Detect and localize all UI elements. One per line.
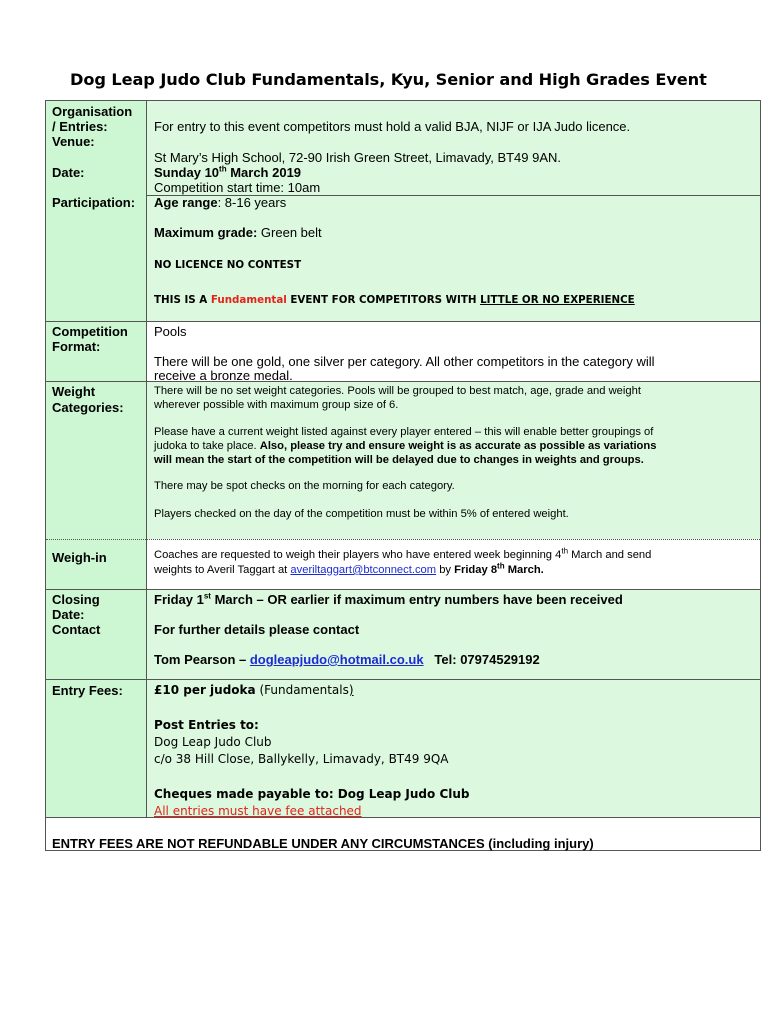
date-start-time: Competition start time: 10am	[154, 180, 321, 195]
weighin-line1: Coaches are requested to weigh their players who have entered week beginning 4th March and send	[154, 546, 652, 561]
label-column-middle	[46, 321, 147, 589]
label-organisation-line1: Organisation	[52, 104, 133, 119]
fee-attached-notice: All entries must have fee attached	[154, 804, 362, 818]
label-venue: Venue:	[52, 134, 95, 149]
weight-p2-line2: judoka to take place. Also, please try and ensure weight is as accurate as possible as variations	[154, 440, 657, 452]
post-entries-title: Post Entries to:	[154, 718, 259, 732]
row-divider	[46, 679, 760, 680]
date-day: Sunday 10th March 2019	[154, 164, 302, 180]
label-format-line1: Competition	[52, 324, 128, 339]
label-weight-line1: Weight	[52, 384, 96, 399]
format-medals-line2: receive a bronze medal.	[154, 368, 293, 383]
page-title: Dog Leap Judo Club Fundamentals, Kyu, Senior and High Grades Event	[70, 70, 707, 89]
address-line1: Dog Leap Judo Club	[154, 735, 272, 749]
fundamental-notice: THIS IS A Fundamental EVENT FOR COMPETITORS WITH LITTLE OR NO EXPERIENCE	[154, 294, 635, 306]
weight-p2-line1: Please have a current weight listed against every player entered – this will enable better groupings of	[154, 426, 654, 438]
max-grade: Maximum grade: Green belt	[154, 225, 322, 240]
row-divider-dotted	[46, 539, 760, 540]
fee-amount: £10 per judoka (Fundamentals)	[154, 683, 354, 697]
row-divider	[46, 589, 760, 590]
label-contact: Contact	[52, 622, 101, 637]
no-licence-notice: NO LICENCE NO CONTEST	[154, 259, 302, 271]
contact-details: Tom Pearson – dogleapjudo@hotmail.co.uk Tel: 07974529192	[154, 652, 540, 667]
venue-text: St Mary’s High School, 72-90 Irish Green Street, Limavady, BT49 9AN.	[154, 150, 562, 165]
label-participation: Participation:	[52, 195, 136, 210]
label-weight-line2: Categories:	[52, 400, 124, 415]
label-date: Date:	[52, 165, 85, 180]
format-pools: Pools	[154, 324, 187, 339]
label-organisation-line2: / Entries:	[52, 119, 108, 134]
label-closing-line2: Date:	[52, 607, 85, 622]
format-medals-line1: There will be one gold, one silver per category. All other competitors in the category will	[154, 354, 655, 369]
event-details-table	[45, 100, 761, 851]
refund-notice: ENTRY FEES ARE NOT REFUNDABLE UNDER ANY CIRCUMSTANCES (including injury)	[52, 836, 594, 851]
label-closing-line1: Closing	[52, 592, 100, 607]
weighin-email-link[interactable]: averiltaggart@btconnect.com	[290, 564, 437, 576]
row-divider	[46, 321, 760, 322]
content-upper-bg	[147, 101, 760, 321]
label-format-line2: Format:	[52, 339, 101, 354]
contact-email-link[interactable]: dogleapjudo@hotmail.co.uk	[249, 652, 424, 667]
weight-p3: There may be spot checks on the morning for each category.	[154, 480, 455, 492]
weight-p2-line3: will mean the start of the competition will be delayed due to changes in weights and groups.	[154, 454, 644, 466]
contact-line1: For further details please contact	[154, 622, 360, 637]
label-entry-fees: Entry Fees:	[52, 683, 123, 698]
weight-p4: Players checked on the day of the competition must be within 5% of entered weight.	[154, 508, 569, 520]
label-weighin: Weigh-in	[52, 550, 107, 565]
age-range: Age range: 8-16 years	[154, 195, 287, 210]
weight-p1-line2: wherever possible with maximum group size of 6.	[154, 399, 399, 411]
org-text: For entry to this event competitors must hold a valid BJA, NIJF or IJA Judo licence.	[154, 119, 631, 134]
closing-date: Friday 1st March – OR earlier if maximum entry numbers have been received	[154, 591, 623, 607]
cheques-payable: Cheques made payable to: Dog Leap Judo Club	[154, 787, 470, 801]
address-line2: c/o 38 Hill Close, Ballykelly, Limavady, BT49 9QA	[154, 752, 449, 766]
weight-p1-line1: There will be no set weight categories. Pools will be grouped to best match, age, grade and weight	[154, 385, 641, 397]
weighin-line2: weights to Averil Taggart at averiltaggart@btconnect.com by Friday 8th March.	[154, 561, 544, 576]
